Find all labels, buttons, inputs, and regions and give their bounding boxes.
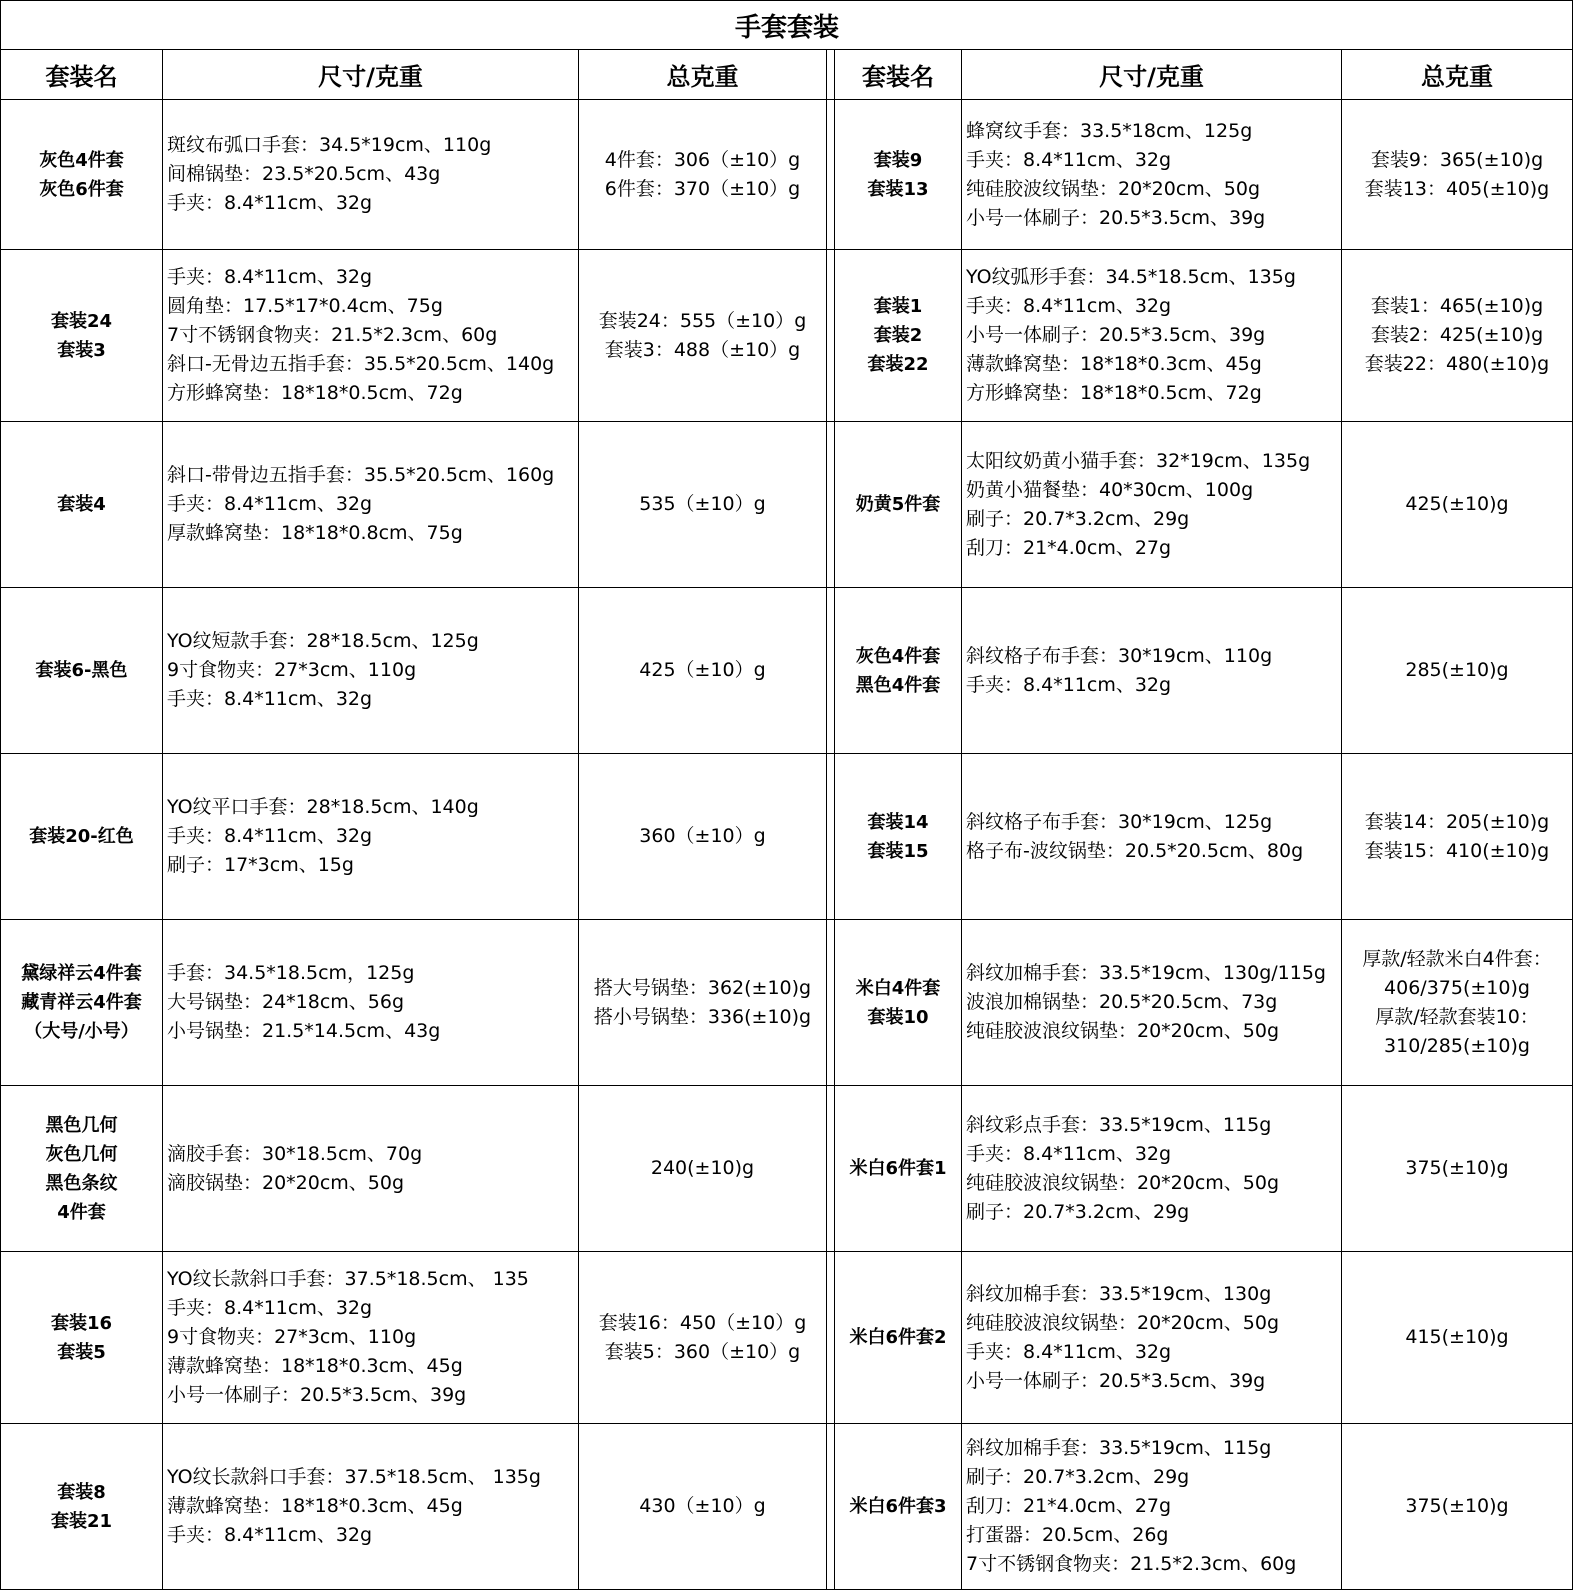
right-header-total-weight: 总克重 [1421, 63, 1493, 91]
item-spec-line: 斜纹格子布手套：30*19cm、125g [966, 810, 1273, 833]
item-spec-line: 太阳纹奶黄小猫手套：32*19cm、135g [966, 449, 1311, 472]
set-name-line: 黛绿祥云4件套 [21, 963, 142, 984]
right-set-total-weight [1342, 920, 1572, 1085]
left-set-name [1, 1424, 162, 1589]
row-rule [0, 1589, 1573, 1590]
right-set-total-weight [1342, 250, 1572, 421]
item-spec-line: 7寸不锈钢食物夹：21.5*2.3cm、60g [966, 1553, 1297, 1575]
item-spec-line: 波浪加棉锅垫：20.5*20.5cm、73g [966, 991, 1278, 1013]
right-set-details [962, 422, 1341, 587]
sheet-title: 手套套装 [734, 12, 839, 43]
item-spec-line: 手夹：8.4*11cm、32g [966, 148, 1172, 171]
right-set-name [835, 1424, 961, 1589]
total-weight-line: 425（±10）g [639, 659, 766, 681]
set-name-line: 灰色几何 [45, 1143, 118, 1165]
set-name-line: 套装8 [57, 1481, 106, 1503]
row-rule [0, 0, 1573, 1]
left-set-name [1, 920, 162, 1085]
item-spec-line: 斑纹布弧口手套：34.5*19cm、110g [167, 134, 492, 156]
total-weight-line: 厚款/轻款米白4件套： [1362, 947, 1552, 970]
right-set-name [835, 920, 961, 1085]
right-set-details [962, 1086, 1341, 1251]
set-name-line: 奶黄5件套 [855, 494, 941, 515]
set-name-line: 套装4 [57, 494, 106, 515]
item-spec-line: 格子布-波纹锅垫：20.5*20.5cm、80g [966, 839, 1304, 862]
left-header-size-weight: 尺寸/克重 [318, 63, 423, 91]
left-set-total-weight [579, 588, 826, 753]
item-spec-line: 手夹：8.4*11cm、32g [167, 1524, 373, 1546]
set-name-line: 套装5 [57, 1341, 106, 1363]
left-set-total-weight [579, 250, 826, 421]
right-set-total-weight [1342, 100, 1572, 249]
set-name-line: 套装20-红色 [29, 826, 134, 847]
left-set-total-weight [579, 1252, 826, 1423]
total-weight-line: 310/285(±10)g [1384, 1034, 1530, 1057]
right-set-name [835, 422, 961, 587]
item-spec-line: 刷子：20.7*3.2cm、29g [966, 1466, 1190, 1488]
left-header-total-weight: 总克重 [666, 63, 739, 91]
item-spec-line: 滴胶锅垫：20*20cm、50g [167, 1171, 405, 1194]
left-header-set-name: 套装名 [45, 63, 118, 91]
right-set-total-weight [1342, 1086, 1572, 1251]
item-spec-line: 手夹：8.4*11cm、32g [966, 1142, 1172, 1165]
item-spec-line: 小号一体刷子：20.5*3.5cm、39g [966, 206, 1266, 229]
item-spec-line: 手夹：8.4*11cm、32g [167, 825, 373, 847]
item-spec-line: 刷子：20.7*3.2cm、29g [966, 1200, 1190, 1223]
right-set-total-weight [1342, 754, 1572, 919]
item-spec-line: 手夹：8.4*11cm、32g [167, 192, 373, 214]
right-set-name [835, 1086, 961, 1251]
set-name-line: 套装13 [867, 178, 929, 200]
left-set-total-weight [579, 920, 826, 1085]
left-set-name [1, 1086, 162, 1251]
total-weight-line: 375(±10)g [1405, 1495, 1509, 1517]
item-spec-line: 滴胶手套：30*18.5cm、70g [167, 1142, 423, 1165]
total-weight-line: 430（±10）g [639, 1495, 766, 1517]
left-set-name [1, 754, 162, 919]
item-spec-line: 纯硅胶波浪纹锅垫：20*20cm、50g [966, 1020, 1280, 1042]
set-name-line: 米白6件套1 [849, 1158, 947, 1179]
item-spec-line: 斜纹格子布手套：30*19cm、110g [966, 644, 1273, 667]
item-spec-line: YO纹平口手套：28*18.5cm、140g [167, 796, 479, 818]
set-name-line: 黑色4件套 [855, 674, 941, 696]
total-weight-line: 套装5：360（±10）g [604, 1340, 801, 1363]
set-name-line: 套装2 [873, 325, 923, 346]
right-set-name [835, 100, 961, 249]
set-name-line: 灰色4件套 [39, 149, 124, 171]
item-spec-line: 方形蜂窝垫：18*18*0.5cm、72g [966, 382, 1262, 404]
item-spec-line: 刷子：17*3cm、15g [167, 854, 354, 876]
item-spec-line: 手夹：8.4*11cm、32g [167, 493, 373, 515]
set-name-line: 套装3 [57, 339, 106, 361]
right-set-total-weight [1342, 588, 1572, 753]
item-spec-line: 斜纹彩点手套：33.5*19cm、115g [966, 1113, 1272, 1136]
set-name-line: 灰色6件套 [39, 178, 124, 200]
total-weight-line: 4件套：306（±10）g [604, 148, 801, 171]
item-spec-line: YO纹短款手套：28*18.5cm、125g [167, 630, 479, 652]
total-weight-line: 375(±10)g [1405, 1157, 1509, 1179]
set-name-line: 灰色4件套 [855, 645, 941, 667]
item-spec-line: 间棉锅垫：23.5*20.5cm、43g [167, 163, 441, 185]
item-spec-line: 刮刀：21*4.0cm、27g [966, 536, 1172, 559]
total-weight-line: 6件套：370（±10）g [604, 177, 801, 200]
item-spec-line: 薄款蜂窝垫：18*18*0.3cm、45g [966, 353, 1262, 375]
item-spec-line: 斜口-无骨边五指手套：35.5*20.5cm、140g [167, 353, 555, 375]
total-weight-line: 套装3：488（±10）g [604, 338, 801, 361]
set-name-line: 套装24 [50, 310, 113, 332]
item-spec-line: 奶黄小猫餐垫：40*30cm、100g [966, 478, 1254, 501]
item-spec-line: 斜纹加棉手套：33.5*19cm、115g [966, 1437, 1272, 1459]
left-set-total-weight [579, 1086, 826, 1251]
total-weight-line: 套装24：555（±10）g [598, 309, 807, 332]
item-spec-line: 打蛋器：20.5cm、26g [966, 1524, 1169, 1546]
left-set-total-weight [579, 100, 826, 249]
item-spec-line: 纯硅胶波浪纹锅垫：20*20cm、50g [966, 1311, 1280, 1334]
total-weight-line: 240(±10)g [650, 1157, 755, 1179]
item-spec-line: 纯硅胶波浪纹锅垫：20*20cm、50g [966, 1171, 1280, 1194]
set-name-line: 套装15 [867, 840, 929, 862]
set-name-line: 套装1 [873, 296, 923, 317]
total-weight-line: 搭大号锅垫：362(±10)g [593, 976, 812, 999]
item-spec-line: 手夹：8.4*11cm、32g [966, 295, 1172, 317]
right-set-details [962, 588, 1341, 753]
right-header-size-weight: 尺寸/克重 [1099, 63, 1204, 91]
left-set-total-weight [579, 422, 826, 587]
total-weight-line: 套装1：465(±10)g [1370, 295, 1544, 317]
right-set-details [962, 1252, 1341, 1423]
left-set-details [163, 588, 578, 753]
item-spec-line: 斜纹加棉手套：33.5*19cm、130g/115g [966, 962, 1326, 984]
item-spec-line: 手夹：8.4*11cm、32g [167, 688, 373, 710]
left-set-total-weight [579, 754, 826, 919]
right-set-total-weight [1342, 1424, 1572, 1589]
table-border-right [1572, 0, 1573, 1590]
column-rule [826, 49, 827, 1590]
item-spec-line: 9寸食物夹：27*3cm、110g [167, 1326, 417, 1348]
right-set-details [962, 754, 1341, 919]
total-weight-line: 套装9：365(±10)g [1370, 148, 1544, 171]
right-set-name [835, 754, 961, 919]
set-name-line: 套装10 [867, 1006, 929, 1028]
item-spec-line: 手套：34.5*18.5cm，125g [167, 962, 415, 984]
total-weight-line: 搭小号锅垫：336(±10)g [593, 1005, 812, 1028]
right-set-details [962, 920, 1341, 1085]
total-weight-line: 套装22：480(±10)g [1364, 353, 1550, 375]
set-name-line: 套装9 [873, 149, 923, 171]
total-weight-line: 406/375(±10)g [1384, 976, 1530, 999]
item-spec-line: 9寸食物夹：27*3cm、110g [167, 659, 417, 681]
right-header-set-name: 套装名 [862, 63, 934, 91]
item-spec-line: 刮刀：21*4.0cm、27g [966, 1495, 1172, 1517]
item-spec-line: 小号一体刷子：20.5*3.5cm、39g [966, 324, 1266, 346]
item-spec-line: 7寸不锈钢食物夹：21.5*2.3cm、60g [167, 324, 498, 346]
total-weight-line: 360（±10）g [639, 825, 766, 847]
left-set-details [163, 754, 578, 919]
set-name-line: 米白6件套3 [849, 1496, 947, 1517]
total-weight-line: 285(±10)g [1405, 659, 1509, 681]
right-set-name [835, 250, 961, 421]
left-set-name [1, 250, 162, 421]
left-set-name [1, 422, 162, 587]
total-weight-line: 套装14：205(±10)g [1364, 810, 1550, 833]
total-weight-line: 535（±10）g [639, 493, 766, 515]
set-name-line: 套装21 [50, 1510, 113, 1532]
left-set-details [163, 1252, 578, 1423]
item-spec-line: 方形蜂窝垫：18*18*0.5cm、72g [167, 382, 463, 404]
item-spec-line: 斜口-带骨边五指手套：35.5*20.5cm、160g [167, 464, 555, 486]
set-name-line: 套装16 [50, 1312, 113, 1334]
left-set-details [163, 100, 578, 249]
item-spec-line: 薄款蜂窝垫：18*18*0.3cm、45g [167, 1355, 463, 1377]
set-name-line: 4件套 [57, 1201, 106, 1223]
total-weight-line: 套装16：450（±10）g [598, 1311, 807, 1334]
total-weight-line: 415(±10)g [1405, 1326, 1509, 1348]
right-set-name [835, 1252, 961, 1423]
set-name-line: 套装14 [867, 811, 929, 833]
left-set-details [163, 1424, 578, 1589]
item-spec-line: 小号锅垫：21.5*14.5cm、43g [167, 1020, 441, 1042]
item-spec-line: YO纹弧形手套：34.5*18.5cm、135g [966, 266, 1296, 288]
right-set-details [962, 100, 1341, 249]
item-spec-line: YO纹长款斜口手套：37.5*18.5cm、 135 [167, 1268, 529, 1290]
left-set-name [1, 1252, 162, 1423]
left-set-name [1, 588, 162, 753]
left-set-details [163, 250, 578, 421]
item-spec-line: 蜂窝纹手套：33.5*18cm、125g [966, 119, 1253, 142]
item-spec-line: YO纹长款斜口手套：37.5*18.5cm、 135g [167, 1466, 541, 1488]
right-set-details [962, 250, 1341, 421]
left-set-details [163, 422, 578, 587]
right-set-name [835, 588, 961, 753]
item-spec-line: 手夹：8.4*11cm、32g [167, 1297, 373, 1319]
total-weight-line: 套装2：425(±10)g [1370, 324, 1544, 346]
item-spec-line: 小号一体刷子：20.5*3.5cm、39g [167, 1384, 467, 1406]
item-spec-line: 刷子：20.7*3.2cm、29g [966, 507, 1190, 530]
item-spec-line: 大号锅垫：24*18cm、56g [167, 991, 405, 1013]
set-name-line: 米白4件套 [855, 977, 941, 999]
set-name-line: （大号/小号） [24, 1021, 139, 1042]
item-spec-line: 圆角垫：17.5*17*0.4cm、75g [167, 295, 443, 317]
left-set-name [1, 100, 162, 249]
item-spec-line: 手夹：8.4*11cm、32g [167, 266, 373, 288]
set-name-line: 黑色几何 [45, 1114, 118, 1136]
right-set-total-weight [1342, 1252, 1572, 1423]
item-spec-line: 手夹：8.4*11cm、32g [966, 673, 1172, 696]
left-set-details [163, 920, 578, 1085]
item-spec-line: 纯硅胶波纹锅垫：20*20cm、50g [966, 177, 1261, 200]
total-weight-line: 套装13：405(±10)g [1364, 177, 1550, 200]
item-spec-line: 小号一体刷子：20.5*3.5cm、39g [966, 1369, 1266, 1392]
set-name-line: 套装6-黑色 [35, 660, 128, 681]
left-set-total-weight [579, 1424, 826, 1589]
item-spec-line: 手夹：8.4*11cm、32g [966, 1340, 1172, 1363]
item-spec-line: 厚款蜂窝垫：18*18*0.8cm、75g [167, 522, 463, 544]
item-spec-line: 薄款蜂窝垫：18*18*0.3cm、45g [167, 1495, 463, 1517]
total-weight-line: 厚款/轻款套装10： [1375, 1005, 1539, 1028]
set-name-line: 黑色条纹 [45, 1172, 118, 1194]
right-set-details [962, 1424, 1341, 1589]
total-weight-line: 425(±10)g [1405, 493, 1509, 515]
set-name-line: 米白6件套2 [849, 1327, 947, 1348]
set-name-line: 套装22 [867, 354, 929, 375]
right-set-total-weight [1342, 422, 1572, 587]
set-name-line: 藏青祥云4件套 [21, 992, 142, 1013]
left-set-details [163, 1086, 578, 1251]
item-spec-line: 斜纹加棉手套：33.5*19cm、130g [966, 1282, 1272, 1305]
total-weight-line: 套装15：410(±10)g [1364, 839, 1550, 862]
